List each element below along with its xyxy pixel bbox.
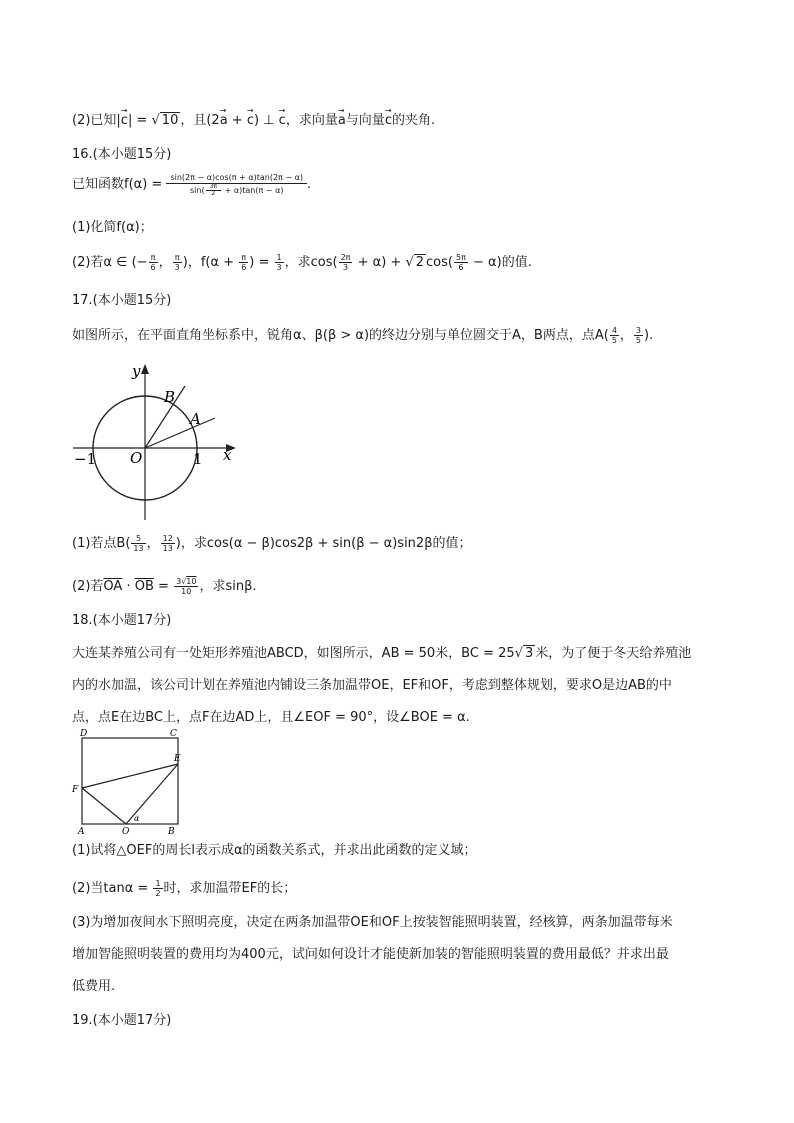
- q16-part2: [72, 253, 532, 272]
- frac: $\frac{5\pi}{6}$: [455, 253, 466, 272]
- q16-part1: (1)化简f(α)；: [72, 220, 153, 235]
- text: cos(: [426, 255, 453, 270]
- text: + α) +: [353, 255, 406, 270]
- q15-part2: [72, 112, 435, 130]
- text: ) ⊥: [253, 113, 279, 128]
- text: (2)若α ∈ (−: [72, 255, 148, 270]
- q18-part2: [72, 879, 296, 898]
- q17-part1: [72, 534, 472, 553]
- text: (2)当tanα =: [72, 881, 153, 896]
- text: ，求向量: [285, 113, 338, 128]
- label-d: D: [80, 729, 88, 739]
- unit-circle-figure: [70, 360, 250, 525]
- q17-header: 17.(本小题15分): [72, 293, 172, 308]
- neg-one-label: −1: [74, 450, 97, 468]
- text: (2)若: [72, 579, 104, 594]
- y-axis-label: y: [132, 362, 141, 380]
- text: +: [227, 113, 247, 128]
- vector-a: → a: [338, 112, 346, 130]
- q18-para-line1: [72, 645, 691, 663]
- q19-header: 19.(本小题17分): [72, 1013, 172, 1028]
- text: ，: [146, 536, 160, 551]
- text: 如图所示，在平面直角坐标系中，锐角α、β(β > α)的终边分别与单位圆交于A，B两点，点A(: [72, 328, 609, 343]
- text: (1)若点B(: [72, 536, 131, 551]
- one-label: 1: [193, 450, 203, 468]
- frac: $\frac{4}{5}$: [611, 326, 617, 345]
- text: )，求cos(α − β)cos2β + sin(β − α)sin2β的值；: [175, 536, 472, 551]
- label-b: B: [168, 827, 175, 836]
- q17-part2: [72, 577, 257, 596]
- point-b-label: B: [164, 388, 176, 406]
- q18-header: 18.(本小题17分): [72, 613, 172, 628]
- frac: $\frac{12}{13}$: [162, 534, 173, 553]
- text: 大连某养殖公司有一处矩形养殖池ABCD，如图所示，AB = 50米，BC = 25: [72, 646, 515, 661]
- text: 的夹角.: [391, 113, 436, 128]
- frac: $\frac{5}{13}$: [133, 534, 144, 553]
- text: ，: [619, 328, 633, 343]
- q18-part1: (1)试将△OEF的周长l表示成α的函数关系式，并求出此函数的定义域；: [72, 843, 477, 858]
- text: =: [153, 579, 174, 594]
- text: 与向量: [345, 113, 385, 128]
- frac: $\frac{3√10}{10}$: [176, 577, 197, 596]
- q16-header: 16.(本小题15分): [72, 147, 172, 162]
- frac: $\frac{1}{3}$: [276, 253, 282, 272]
- text: − α)的值.: [468, 255, 532, 270]
- q17-intro: [72, 326, 653, 345]
- origin-label: O: [130, 449, 143, 467]
- vector-a: → a: [220, 112, 228, 130]
- text: ，求cos(: [284, 255, 338, 270]
- label-f: F: [72, 785, 79, 795]
- frac: $\frac{3}{5}$: [635, 326, 642, 345]
- vector-c: → c: [121, 112, 128, 130]
- x-axis-label: x: [223, 446, 232, 464]
- text: ，: [158, 255, 172, 270]
- text: 时，求加温带EF的长；: [163, 881, 297, 896]
- label-a: A: [78, 827, 85, 836]
- q18-part3-line1: (3)为增加夜间水下照明亮度，决定在两条加温带OE和OF上按装智能照明装置，经核算，两条加温带每米: [72, 915, 673, 930]
- sqrt-10: √ 10: [151, 113, 179, 128]
- frac: $\frac{1}{2}$: [155, 879, 161, 898]
- frac: $\frac{2\pi}{3}$: [340, 253, 351, 272]
- point-a-label: A: [190, 410, 201, 428]
- vector-c: → c: [247, 112, 254, 130]
- text: )，f(α +: [182, 255, 239, 270]
- q18-para-line2: 内的水加温，该公司计划在养殖池内铺设三条加温带OE，EF和OF，考虑到整体规划，要求O是边AB的中: [72, 678, 672, 693]
- sqrt-3: √ 3: [514, 646, 534, 661]
- text: ，求sinβ.: [199, 579, 257, 594]
- text: ).: [644, 328, 654, 343]
- text: | =: [127, 113, 152, 128]
- vector-c: → c: [385, 112, 392, 130]
- text: (2)已知|: [72, 113, 121, 128]
- frac: $\frac{\pi}{6}$: [241, 253, 247, 272]
- text: ) =: [249, 255, 274, 270]
- text: .: [307, 177, 312, 192]
- q18-para-line3: 点，点E在边BC上，点F在边AD上，且∠EOF = 90°，设∠BOE = α.: [72, 710, 470, 725]
- text: ，且(2: [180, 113, 220, 128]
- vector-c: → c: [279, 112, 286, 130]
- label-e: E: [174, 754, 181, 764]
- text: ·: [122, 579, 135, 594]
- q18-part3-line3: 低费用.: [72, 979, 116, 994]
- vector-oa: $\overline{OA}$: [103, 579, 123, 594]
- q16-definition: [72, 172, 311, 197]
- frac: $\frac{\pi}{3}$: [174, 253, 180, 272]
- function-fraction: sin(2π − α)cos(π + α)tan(2π − α) sin( $\frac{3\pi}{2}$ + α)tan(π − α): [166, 172, 307, 197]
- q18-part3-line2: 增加智能照明装置的费用均为400元，试问如何设计才能使新加装的智能照明装置的费用最低？并求出最: [72, 947, 669, 962]
- label-alpha: α: [134, 814, 140, 823]
- rectangle-pool-figure: [70, 726, 190, 836]
- text: 米，为了便于冬天给养殖池: [535, 646, 692, 661]
- frac: $\frac{\pi}{6}$: [150, 253, 156, 272]
- label-c: C: [170, 729, 177, 739]
- label-o: O: [122, 827, 130, 836]
- text: 已知函数f(α) =: [72, 177, 167, 192]
- vector-ob: $\overline{OB}$: [134, 579, 154, 594]
- sqrt-2: √ 2: [405, 255, 425, 270]
